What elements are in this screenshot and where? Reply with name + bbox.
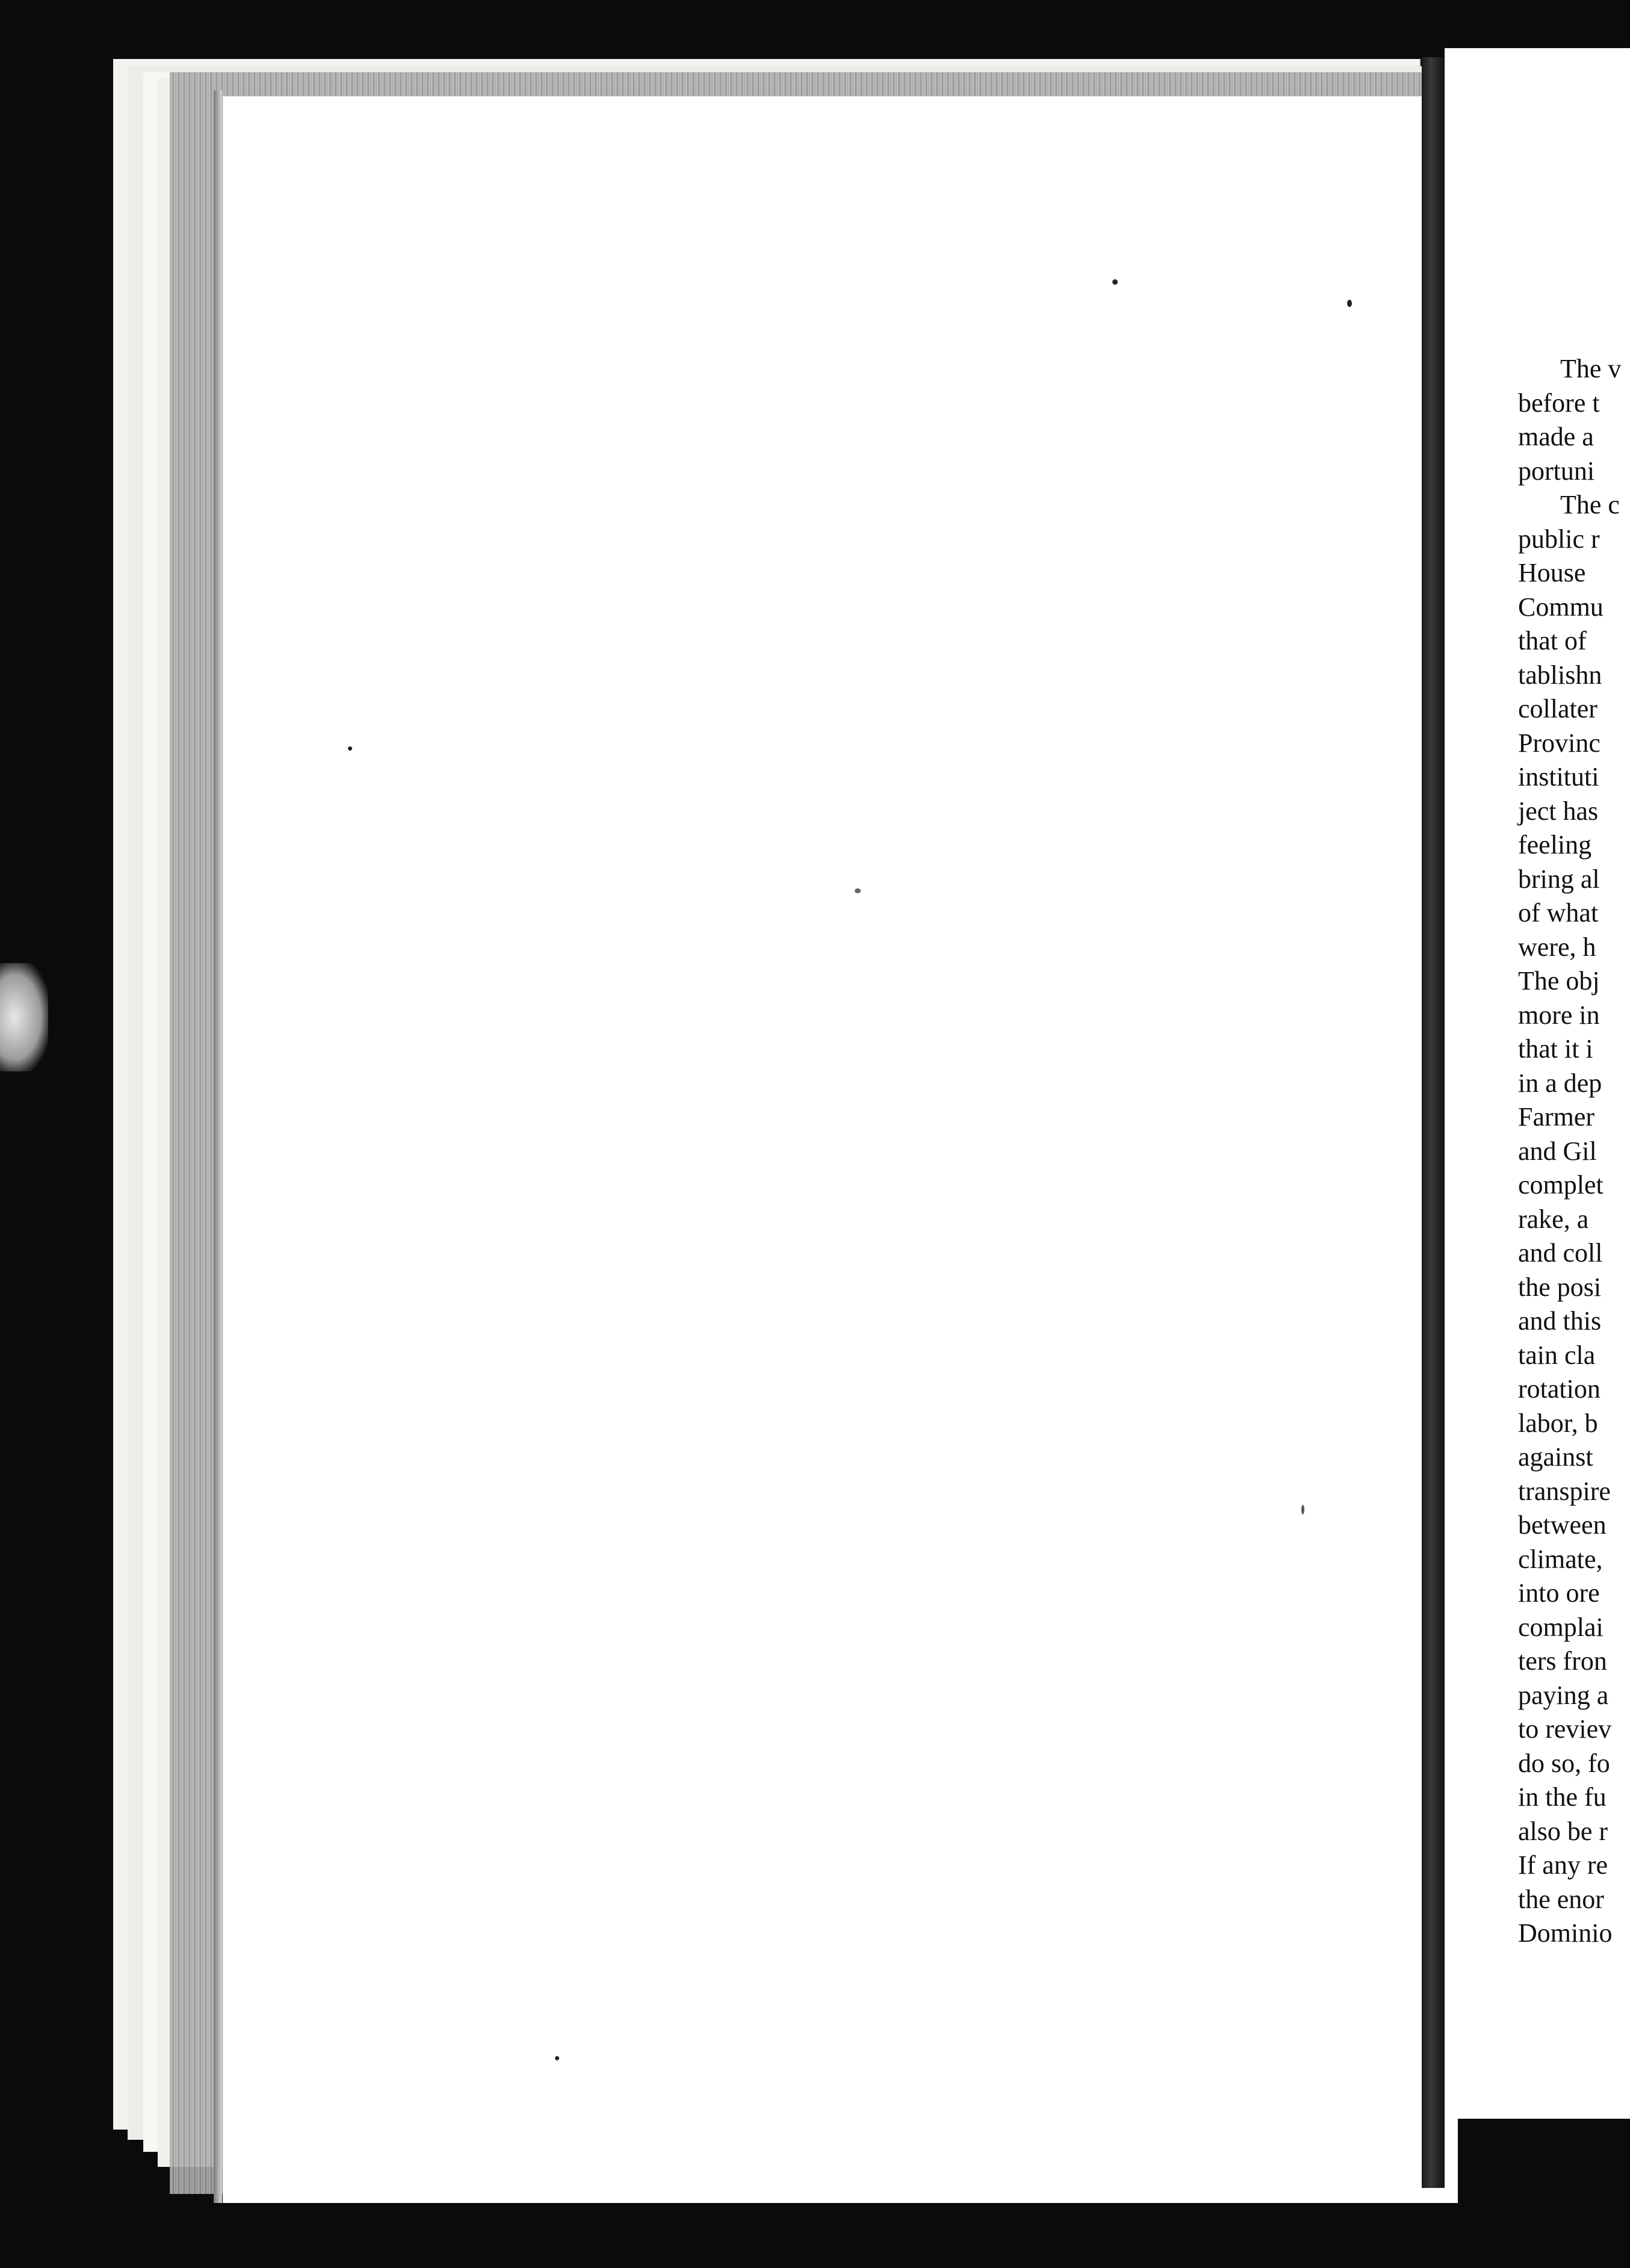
text-line: in a dep bbox=[1518, 1068, 1602, 1098]
blank-left-page bbox=[223, 96, 1458, 2206]
page-shadow bbox=[214, 90, 222, 2206]
text-line: rotation bbox=[1518, 1374, 1601, 1404]
right-page bbox=[1445, 48, 1630, 2119]
dust-speck bbox=[855, 888, 861, 893]
text-line: The v bbox=[1560, 354, 1622, 383]
text-line: made a bbox=[1518, 422, 1594, 451]
text-line: instituti bbox=[1518, 762, 1599, 792]
text-line: against bbox=[1518, 1442, 1593, 1472]
text-line: more in bbox=[1518, 1000, 1600, 1030]
text-line: that it i bbox=[1518, 1034, 1593, 1064]
text-line: public r bbox=[1518, 524, 1600, 554]
text-line: also be r bbox=[1518, 1816, 1608, 1846]
text-line: complai bbox=[1518, 1612, 1604, 1642]
text-line: If any re bbox=[1518, 1850, 1608, 1880]
text-line: before t bbox=[1518, 388, 1600, 418]
text-line: The c bbox=[1560, 490, 1620, 519]
text-line: and coll bbox=[1518, 1238, 1603, 1268]
text-line: Provinc bbox=[1518, 728, 1601, 758]
text-line: ters fron bbox=[1518, 1646, 1607, 1676]
text-line: Dominio bbox=[1518, 1918, 1613, 1948]
text-line: bring al bbox=[1518, 864, 1600, 894]
text-line: The obj bbox=[1518, 966, 1600, 996]
text-line: do so, fo bbox=[1518, 1748, 1610, 1778]
text-line: transpire bbox=[1518, 1476, 1611, 1506]
dust-speck bbox=[555, 2056, 559, 2060]
dust-speck bbox=[1112, 279, 1118, 285]
text-line: feeling bbox=[1518, 830, 1592, 860]
book-gutter bbox=[1422, 57, 1445, 2188]
text-line: complet bbox=[1518, 1170, 1604, 1200]
text-line: tablishn bbox=[1518, 660, 1602, 690]
text-line: climate, bbox=[1518, 1544, 1603, 1574]
text-line: collater bbox=[1518, 694, 1597, 723]
text-line: Farmer bbox=[1518, 1102, 1595, 1132]
text-line: between bbox=[1518, 1510, 1607, 1540]
text-line: the posi bbox=[1518, 1272, 1602, 1302]
page-text bbox=[1518, 352, 1630, 1951]
text-line: in the fu bbox=[1518, 1782, 1607, 1812]
dust-speck bbox=[1301, 1505, 1304, 1514]
scan-artifact bbox=[0, 963, 48, 1071]
text-line: that of bbox=[1518, 626, 1587, 655]
dust-speck bbox=[348, 746, 352, 751]
text-line: ject has bbox=[1518, 796, 1599, 826]
text-line: of what bbox=[1518, 898, 1599, 928]
text-line: House bbox=[1518, 558, 1586, 587]
text-line: the enor bbox=[1518, 1884, 1604, 1914]
text-line: and this bbox=[1518, 1306, 1602, 1336]
text-line: into ore bbox=[1518, 1578, 1600, 1608]
text-line: to reviev bbox=[1518, 1714, 1612, 1744]
text-line: and Gil bbox=[1518, 1136, 1597, 1166]
text-line: labor, b bbox=[1518, 1408, 1598, 1438]
text-line: portuni bbox=[1518, 456, 1595, 486]
text-line: paying a bbox=[1518, 1680, 1609, 1710]
text-line: rake, a bbox=[1518, 1204, 1589, 1234]
text-line: tain cla bbox=[1518, 1340, 1596, 1370]
dust-speck bbox=[1347, 300, 1352, 307]
text-line: Commu bbox=[1518, 592, 1604, 622]
scan-background bbox=[0, 2203, 1630, 2268]
text-line: were, h bbox=[1518, 932, 1596, 962]
